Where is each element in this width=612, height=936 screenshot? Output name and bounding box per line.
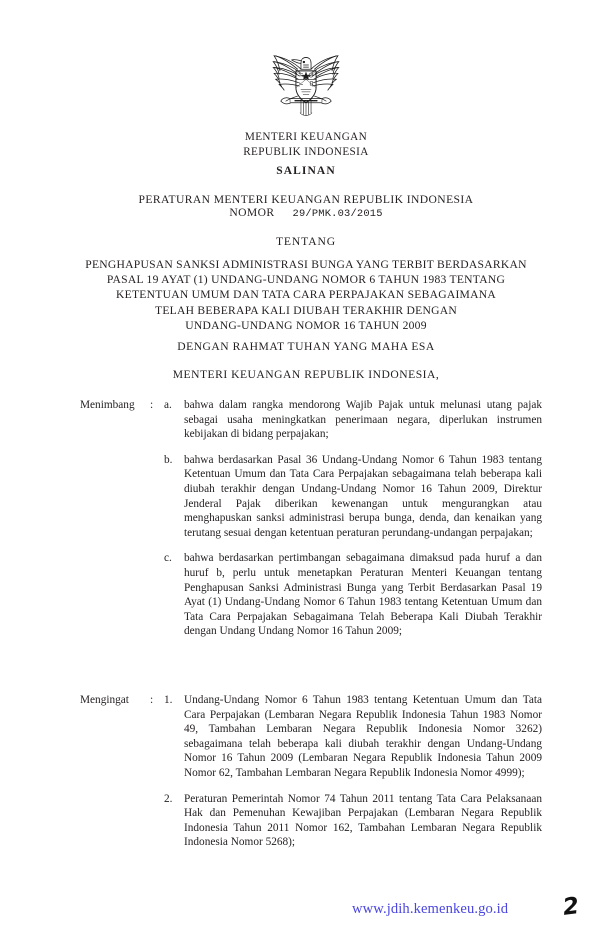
regulation-number-line — [0, 206, 612, 220]
jdih-url-link[interactable]: www.jdih.kemenkeu.go.id — [352, 901, 509, 917]
menimbang-item-c — [0, 551, 612, 639]
title-line: PASAL 19 AYAT (1) UNDANG-UNDANG NOMOR 6 TAHUN 1983 TENTANG — [106, 273, 506, 287]
regulation-title — [0, 257, 612, 333]
title-line: KETENTUAN UMUM DAN TATA CARA PERPAJAKAN SEBAGAIMANA — [116, 288, 496, 302]
title-line: TELAH BEBERAPA KALI DIUBAH TERAKHIR DENGAN — [155, 303, 457, 317]
emblem-container — [0, 44, 612, 128]
tentang-label: TENTANG — [275, 235, 337, 248]
menimbang-label: Menimbang — [80, 399, 135, 411]
item-text: bahwa berdasarkan Pasal 36 Undang-Undang Nomor 6 Tahun 1983 tentang Ketentuan Umum dan Tata Cara Perpajakan sebagaimana telah beberapa kali diubah terakhir dengan Undang-Undang Nomor 16 Tahun 2009, Direktur Jenderal Pajak diberikan kewenangan untuk mengurangkan atau menghapuskan sanksi administrasi berupa bunga, denda, dan kenaikan yang terutang sesuai dengan ketentuan peraturan perundang-undangan perpajakan; — [184, 453, 542, 539]
ministry-name: MENTERI KEUANGAN — [244, 131, 368, 143]
item-marker: 2. — [164, 792, 173, 805]
mengingat-item-1 — [0, 693, 612, 781]
nomor-value: 29/PMK.03/2015 — [292, 208, 383, 220]
regulation-line: PERATURAN MENTERI KEUANGAN REPUBLIK INDONESIA — [138, 193, 474, 206]
minister-signatory: MENTERI KEUANGAN REPUBLIK INDONESIA, — [172, 368, 440, 381]
rahmat-line: DENGAN RAHMAT TUHAN YANG MAHA ESA — [177, 340, 435, 353]
item-text: Peraturan Pemerintah Nomor 74 Tahun 2011 tentang Tata Cara Pelaksanaan Hak dan Pemenuhan Kewajiban Perpajakan (Lembaran Negara Republik Indonesia Tahun 2011 Nomor 162, Tambahan Lembaran Negara Republik Indonesia Nomor 5268); — [184, 792, 542, 849]
item-marker: c. — [164, 552, 172, 565]
mengingat-label: Mengingat — [80, 694, 129, 706]
title-line: PENGHAPUSAN SANKSI ADMINISTRASI BUNGA YANG TERBIT BERDASARKAN — [85, 258, 527, 271]
item-text: bahwa dalam rangka mendorong Wajib Pajak untuk melunasi utang pajak sebagai usaha meningkatkan penerimaan negara, diperlukan instrumen kebijakan di bidang perpajakan; — [184, 399, 542, 441]
mengingat-colon: : — [150, 694, 154, 706]
garuda-pancasila-emblem — [264, 44, 348, 128]
nomor-label: NOMOR — [229, 206, 275, 219]
page-number-mark: 2 — [561, 893, 581, 921]
menimbang-section — [0, 398, 612, 639]
menimbang-item-a — [0, 398, 612, 442]
item-text: bahwa berdasarkan pertimbangan sebagaimana dimaksud pada huruf a dan huruf b, perlu untuk menetapkan Peraturan Menteri Keuangan tentang Penghapusan Sanksi Administrasi Bunga yang Terbit Berdasarkan Pasal 19 Ayat (1) Undang-Undang Nomor 6 Tahun 1983 tentang Ketentuan Umum dan Tata Cara Perpajakan Sebagaimana Telah Beberapa Kali Diubah Terakhir dengan Undang Undang Nomor 16 Tahun 2009; — [184, 552, 542, 638]
menimbang-item-b — [0, 453, 612, 541]
mengingat-section — [0, 693, 612, 850]
republic-name: REPUBLIK INDONESIA — [243, 146, 369, 158]
salinan-label: SALINAN — [276, 165, 336, 177]
item-text: Undang-Undang Nomor 6 Tahun 1983 tentang Ketentuan Umum dan Tata Cara Perpajakan (Lembaran Negara Republik Indonesia Tahun 1983 Nomor 49, Tambahan Lembaran Negara Republik Indonesia Nomor 3262) sebagaimana telah beberapa kali diubah terakhir dengan Undang-Undang Nomor 16 Tahun 2009 (Lembaran Negara Republik Indonesia Tahun 2009 Nomor 62, Tambahan Lembaran Negara Republik Indonesia Nomor 4999); — [184, 694, 542, 779]
title-line: UNDANG-UNDANG NOMOR 16 TAHUN 2009 — [185, 318, 427, 332]
item-marker: b. — [164, 453, 173, 466]
item-marker: 1. — [164, 694, 173, 706]
mengingat-item-2 — [0, 792, 612, 850]
item-marker: a. — [164, 399, 172, 411]
menimbang-colon: : — [150, 399, 154, 411]
